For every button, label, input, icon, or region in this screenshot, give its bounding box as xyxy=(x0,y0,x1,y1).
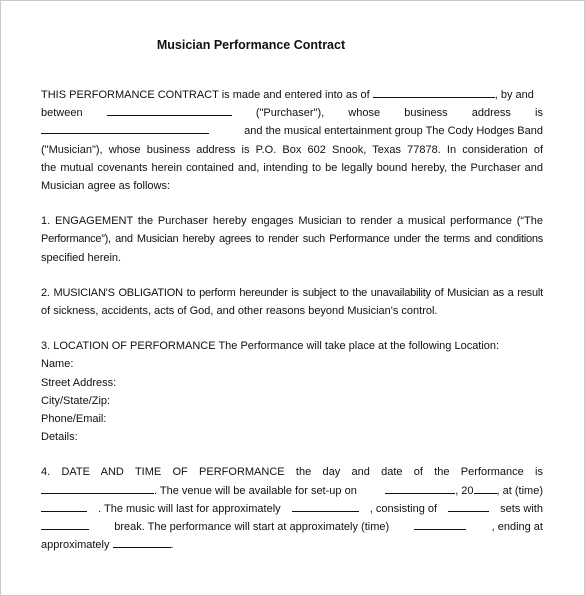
section-location xyxy=(41,337,543,446)
music-duration-blank[interactable] xyxy=(292,501,359,512)
location-heading: 3. LOCATION OF PERFORMANCE The Performance will take place at the following Location: xyxy=(41,340,500,353)
ending-at-text: , ending at xyxy=(491,521,543,534)
section-datetime xyxy=(41,463,543,554)
address-label: address xyxy=(471,107,511,120)
intro-paragraph xyxy=(41,86,543,195)
start-time-text: break. The performance will start at approximately (time) xyxy=(114,521,390,534)
intro-line-2 xyxy=(41,104,543,122)
end-time-blank[interactable] xyxy=(113,537,171,548)
between-label: between xyxy=(41,107,83,120)
section-obligation xyxy=(41,284,543,320)
location-street-field: Street Address: xyxy=(41,376,117,389)
purchaser-address-blank[interactable] xyxy=(41,123,209,134)
engagement-line-1: 1. ENGAGEMENT the Purchaser hereby engages Musician to render a musical performance (“The xyxy=(41,215,543,228)
approximately-text: approximately xyxy=(41,539,110,552)
break-length-blank[interactable] xyxy=(41,519,89,530)
location-name-field: Name: xyxy=(41,358,74,371)
obligation-line-2: of sickness, accidents, acts of God, and other reasons beyond Musician's control. xyxy=(41,305,438,318)
datetime-line-1: 4. DATE AND TIME OF PERFORMANCE the day and date of the Performance is xyxy=(41,466,543,479)
contract-body xyxy=(41,86,543,571)
purchaser-label: ("Purchaser"), xyxy=(255,107,325,120)
section-engagement xyxy=(41,212,543,267)
location-city-field: City/State/Zip: xyxy=(41,394,111,407)
setup-text: . The venue will be available for set-up on xyxy=(154,484,357,497)
intro-text-1-end: , by and xyxy=(494,89,534,101)
at-time-text: , at (time) xyxy=(496,484,543,497)
business-label: business xyxy=(404,107,448,120)
contract-date-blank[interactable] xyxy=(373,87,495,98)
intro-text-5: the mutual covenants herein contained and, intending to be legally bound hereby, the Purchaser and xyxy=(41,161,543,174)
setup-date-blank[interactable] xyxy=(385,483,455,494)
datetime-line-4 xyxy=(41,518,543,536)
sets-with-text: sets with xyxy=(500,502,543,515)
setup-time-blank[interactable] xyxy=(41,501,87,512)
location-details-field: Details: xyxy=(41,431,78,444)
sets-count-blank[interactable] xyxy=(448,501,489,512)
intro-text-1: THIS PERFORMANCE CONTRACT is made and entered into as of xyxy=(41,89,370,101)
start-time-blank[interactable] xyxy=(414,519,466,530)
year-blank[interactable] xyxy=(474,483,497,494)
music-duration-text: . The music will last for approximately xyxy=(98,502,281,515)
obligation-line-1: 2. MUSICIAN'S OBLIGATION to perform hereunder is subject to the unavailability of Musician as a result xyxy=(41,286,543,299)
engagement-line-3: specified herein. xyxy=(41,251,122,264)
performance-date-blank[interactable] xyxy=(41,483,154,494)
is-label: is xyxy=(535,107,543,120)
intro-text-3: and the musical entertainment group The Cody Hodges Band xyxy=(244,125,543,138)
consisting-text: , consisting of xyxy=(369,502,438,515)
datetime-line-2 xyxy=(41,482,543,500)
location-phone-field: Phone/Email: xyxy=(41,413,107,426)
document-title: Musician Performance Contract xyxy=(156,38,346,52)
purchaser-name-blank[interactable] xyxy=(107,105,232,116)
year-prefix: , 20 xyxy=(455,484,474,497)
intro-line-1 xyxy=(41,86,543,104)
whose-label: whose xyxy=(348,107,381,120)
engagement-line-2: Performance”), and Musician hereby agrees to render such Performance under the terms and conditions xyxy=(41,233,543,246)
intro-line-3 xyxy=(41,122,543,140)
datetime-line-3 xyxy=(41,500,543,518)
datetime-line-5: approximately . xyxy=(41,539,174,552)
intro-text-4: ("Musician"), whose business address is P.O. Box 602 Snook, Texas 77878. In consideration of xyxy=(41,143,543,156)
intro-text-6: Musician agree as follows: xyxy=(41,180,171,193)
